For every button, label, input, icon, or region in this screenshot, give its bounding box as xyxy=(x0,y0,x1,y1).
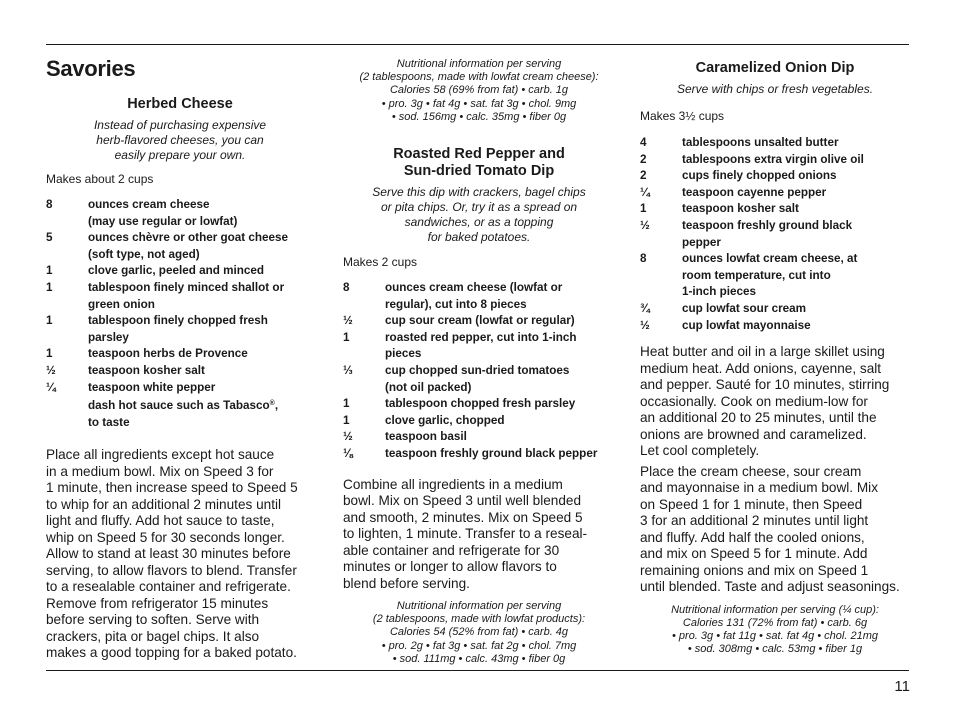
ingredient-quantity: ½ xyxy=(343,430,353,444)
ingredient-text: regular), cut into 8 pieces xyxy=(385,297,527,311)
ingredient-text: clove garlic, chopped xyxy=(385,413,505,427)
text-line: remaining onions and mix on Speed 1 xyxy=(640,562,869,578)
ingredient-description xyxy=(88,263,314,280)
ingredient-quantity: 8 xyxy=(640,252,647,266)
text-line: whip on Speed 5 for 30 seconds longer. xyxy=(46,529,285,545)
ingredient-list-caramelized-onion-dip xyxy=(640,135,910,334)
text-line: able container and refrigerate for 30 xyxy=(343,542,560,558)
text-line: bowl. Mix on Speed 3 until well blended xyxy=(343,493,582,509)
text-line: 1 minute, then increase speed to Speed 5 xyxy=(46,480,298,496)
text-line: • sod. 156mg • calc. 35mg • fiber 0g xyxy=(391,110,567,123)
column-middle xyxy=(343,58,615,666)
recipe-method-roasted-pepper-dip xyxy=(343,477,615,593)
ingredient-text: teaspoon freshly ground black xyxy=(682,218,853,232)
ingredient-description xyxy=(88,380,314,397)
ingredient-text: teaspoon basil xyxy=(385,430,467,444)
ingredient-text: (soft type, not aged) xyxy=(88,247,200,261)
ingredient-item xyxy=(640,301,910,318)
text-line: or pita chips. Or, try it as a spread on xyxy=(380,200,578,215)
text-line: 3 for an additional 2 minutes until light xyxy=(640,513,869,529)
ingredient-quantity: ⅓ xyxy=(343,363,353,377)
ingredient-text: clove garlic, peeled and minced xyxy=(88,264,265,278)
text-line: to lighten, 1 minute. Transfer to a reseal- xyxy=(343,526,588,542)
ingredient-description xyxy=(682,318,910,335)
ingredient-text: teaspoon cayenne pepper xyxy=(682,185,827,199)
ingredient-text: cup sour cream (lowfat or regular) xyxy=(385,314,575,328)
ingredient-description xyxy=(682,185,910,202)
text-line: (2 tablespoons, made with lowfat cream cheese): xyxy=(359,71,599,84)
ingredient-item xyxy=(640,251,910,301)
ingredient-text: tablespoon finely minced shallot or xyxy=(88,280,285,294)
recipe-method-herbed-cheese xyxy=(46,447,314,662)
ingredient-item xyxy=(343,330,615,363)
text-line: Nutritional information per serving xyxy=(396,58,562,70)
text-line: (2 tablespoons, made with lowfat products): xyxy=(372,613,586,626)
ingredient-description xyxy=(385,330,615,363)
ingredient-item xyxy=(343,396,615,413)
text-line: and pepper. Sauté for 10 minutes, stirring xyxy=(640,377,890,393)
ingredient-text: cup lowfat mayonnaise xyxy=(682,318,811,332)
ingredient-description xyxy=(682,135,910,152)
ingredient-text: 1-inch pieces xyxy=(682,285,757,299)
text-line: Sun-dried Tomato Dip xyxy=(403,163,555,180)
ingredient-quantity: ½ xyxy=(46,363,56,377)
text-line: herb-flavored cheeses, you can xyxy=(96,133,264,147)
text-line: and mix on Speed 5 for 1 minute. Add xyxy=(640,546,868,562)
text-line: makes a good topping for a baked potato. xyxy=(46,645,297,661)
ingredient-quantity: 2 xyxy=(640,152,647,166)
ingredient-description xyxy=(682,201,910,218)
text-line: blend before serving. xyxy=(343,575,470,591)
text-line: Place all ingredients except hot sauce xyxy=(46,447,275,463)
ingredient-description xyxy=(88,313,314,346)
ingredient-quantity: 4 xyxy=(640,136,647,149)
text-line: occasionally. Cook on medium-low for xyxy=(640,393,868,409)
text-line: and mayonnaise in a medium bowl. Mix xyxy=(640,480,879,496)
ingredient-text: tablespoons extra virgin olive oil xyxy=(682,152,864,166)
recipe-intro-herbed-cheese xyxy=(46,118,314,163)
text-line: Calories 58 (69% from fat) • carb. 1g xyxy=(389,84,569,97)
ingredient-text: teaspoon herbs de Provence xyxy=(88,347,248,361)
ingredient-description xyxy=(88,396,314,431)
text-line: to a resealable container and refrigerate. xyxy=(46,579,291,595)
page-number: 11 xyxy=(894,678,910,695)
ingredient-text: cup lowfat sour cream xyxy=(682,301,807,315)
text-line: Calories 54 (52% from fat) • carb. 4g xyxy=(389,626,569,639)
nutrition-info-roasted-pepper-dip xyxy=(343,600,615,666)
ingredient-quantity: 8 xyxy=(343,281,350,295)
ingredient-item xyxy=(343,429,615,446)
text-line: • sod. 111mg • calc. 43mg • fiber 0g xyxy=(392,652,566,665)
ingredient-list-herbed-cheese xyxy=(46,197,314,431)
ingredient-quantity: ½ xyxy=(640,218,650,232)
ingredient-text: cup chopped sun-dried tomatoes xyxy=(385,363,570,377)
ingredient-description xyxy=(682,218,910,251)
ingredient-item xyxy=(46,346,314,363)
ingredient-description xyxy=(682,301,910,318)
text-line: medium heat. Add onions, cayenne, salt xyxy=(640,360,882,376)
ingredient-quantity: 1 xyxy=(640,202,647,216)
ingredient-text: (may use regular or lowfat) xyxy=(88,214,238,228)
ingredient-quantity: 1 xyxy=(343,413,350,427)
ingredient-text: tablespoons unsalted butter xyxy=(682,136,839,149)
text-line: on Speed 1 for 1 minute, then Speed xyxy=(640,496,863,512)
text-line: • pro. 3g • fat 11g • sat. fat 4g • chol. 21mg xyxy=(672,630,878,643)
text-line: • pro. 2g • fat 3g • sat. fat 2g • chol. 7mg xyxy=(381,639,577,652)
ingredient-item xyxy=(343,313,615,330)
column-left xyxy=(46,56,314,667)
ingredient-description xyxy=(385,363,615,396)
ingredient-description xyxy=(88,197,314,230)
recipe-intro-roasted-pepper-dip xyxy=(343,185,615,245)
ingredient-item xyxy=(343,363,615,396)
ingredient-list-roasted-pepper-dip xyxy=(343,280,615,463)
text-line: Calories 131 (72% from fat) • carb. 6g xyxy=(682,616,868,629)
ingredient-text: roasted red pepper, cut into 1-inch xyxy=(385,330,577,344)
ingredient-description xyxy=(385,413,615,430)
ingredient-item xyxy=(46,230,314,263)
ingredient-description xyxy=(682,251,910,301)
ingredient-item xyxy=(640,135,910,152)
text-line: serving, to allow flavors to blend. Transfer xyxy=(46,562,297,578)
text-line: Let cool completely. xyxy=(640,443,760,459)
ingredient-text: tablespoon chopped fresh parsley xyxy=(385,397,576,411)
text-line: • sod. 308mg • calc. 53mg • fiber 1g xyxy=(687,643,863,656)
ingredient-item xyxy=(640,168,910,185)
ingredient-quantity: 5 xyxy=(46,231,53,245)
text-line: for baked potatoes. xyxy=(427,230,531,245)
ingredient-quantity: 1 xyxy=(46,280,53,294)
text-line: sandwiches, or as a topping xyxy=(404,215,554,230)
ingredient-text: pepper xyxy=(682,235,721,249)
text-line: Remove from refrigerator 15 minutes xyxy=(46,595,269,611)
ingredient-item xyxy=(343,280,615,313)
text-line: in a medium bowl. Mix on Speed 3 for xyxy=(46,463,274,479)
text-line: an additional 20 to 25 minutes, until the xyxy=(640,410,877,426)
ingredient-quantity xyxy=(46,396,88,431)
ingredient-text: dash hot sauce such as Tabasco xyxy=(88,399,270,413)
ingredient-text: room temperature, cut into xyxy=(682,268,831,282)
text-line: and fluffy. Add half the cooled onions, xyxy=(640,529,865,545)
text-line: Combine all ingredients in a medium xyxy=(343,476,563,492)
ingredient-item xyxy=(640,218,910,251)
ingredient-item xyxy=(640,185,910,202)
ingredient-text: to taste xyxy=(88,415,130,429)
ingredient-quantity: 1 xyxy=(343,397,350,411)
ingredient-quantity: 8 xyxy=(46,198,53,211)
ingredient-text: (not oil packed) xyxy=(385,380,472,394)
text-line: Roasted Red Pepper and xyxy=(393,146,565,163)
text-line: Heat butter and oil in a large skillet using xyxy=(640,344,885,360)
recipe-intro-caramelized-onion-dip xyxy=(640,82,910,97)
recipe-yield-herbed-cheese: Makes about 2 cups xyxy=(46,172,154,186)
top-rule xyxy=(46,44,909,45)
ingredient-quantity: 2 xyxy=(640,169,647,183)
text-line: and smooth, 2 minutes. Mix on Speed 5 xyxy=(343,509,583,525)
ingredient-text: ounces chèvre or other goat cheese xyxy=(88,231,289,245)
text-line: Place the cream cheese, sour cream xyxy=(640,463,862,479)
ingredient-text: teaspoon freshly ground black pepper xyxy=(385,446,598,460)
ingredient-item xyxy=(343,413,615,430)
text-line: Nutritional information per serving (¼ cup): xyxy=(671,603,879,616)
ingredient-description xyxy=(385,280,615,313)
recipe-title-caramelized-onion-dip: Caramelized Onion Dip xyxy=(695,60,855,76)
ingredient-description xyxy=(385,429,615,446)
recipe-title-herbed-cheese: Herbed Cheese xyxy=(127,96,233,112)
ingredient-item xyxy=(640,318,910,335)
text-line: Serve with chips or fresh vegetables. xyxy=(676,82,874,96)
section-title: Savories xyxy=(46,56,136,81)
ingredient-description xyxy=(385,446,615,463)
recipe-yield-caramelized-onion-dip: Makes 3½ cups xyxy=(640,109,725,123)
ingredient-item xyxy=(46,380,314,397)
ingredient-text: tablespoon finely chopped fresh xyxy=(88,314,268,328)
text-line: Nutritional information per serving xyxy=(396,600,562,613)
ingredient-text: green onion xyxy=(88,297,155,311)
ingredient-quantity: ⅛ xyxy=(343,446,353,460)
ingredient-text: ounces lowfat cream cheese, at xyxy=(682,252,858,266)
ingredient-quantity: ½ xyxy=(640,318,650,332)
text-line: before serving to soften. Serve with xyxy=(46,612,260,628)
recipe-yield-roasted-pepper-dip: Makes 2 cups xyxy=(343,255,418,270)
nutrition-info-caramelized-onion-dip xyxy=(640,604,910,657)
ingredient-item xyxy=(46,313,314,346)
ingredient-punctuation: , xyxy=(274,399,279,413)
ingredient-quantity: 1 xyxy=(343,330,350,344)
ingredient-quantity: 1 xyxy=(46,264,53,278)
ingredient-text: ounces cream cheese xyxy=(88,198,210,211)
text-line: light and fluffy. Add hot sauce to taste, xyxy=(46,513,275,529)
text-line: until blended. Taste and adjust seasonings. xyxy=(640,579,900,595)
ingredient-quantity: ¼ xyxy=(640,185,650,199)
ingredient-text: teaspoon kosher salt xyxy=(88,363,205,377)
ingredient-text: teaspoon kosher salt xyxy=(682,202,799,216)
ingredient-description xyxy=(88,280,314,313)
text-line: minutes or longer to allow flavors to xyxy=(343,559,557,575)
ingredient-item xyxy=(46,396,314,431)
ingredient-description xyxy=(88,346,314,363)
text-line: easily prepare your own. xyxy=(114,148,246,162)
ingredient-quantity: ½ xyxy=(343,314,353,328)
ingredient-text: pieces xyxy=(385,347,422,361)
ingredient-quantity: 1 xyxy=(46,347,53,361)
recipe-method-caramelized-onion-dip-step1 xyxy=(640,344,910,460)
column-right xyxy=(640,60,910,656)
text-line: Serve this dip with crackers, bagel chips xyxy=(372,185,586,200)
text-line: crackers, pita or bagel chips. It also xyxy=(46,628,260,644)
ingredient-item xyxy=(46,263,314,280)
ingredient-text: parsley xyxy=(88,330,129,344)
text-line: onions are browned and caramelized. xyxy=(640,426,867,442)
recipe-title-roasted-pepper-dip xyxy=(343,146,615,180)
ingredient-description xyxy=(682,168,910,185)
ingredient-description xyxy=(385,313,615,330)
text-line: Allow to stand at least 30 minutes before xyxy=(46,546,291,562)
ingredient-quantity: ¼ xyxy=(46,380,56,394)
ingredient-description xyxy=(682,152,910,169)
ingredient-item xyxy=(343,446,615,463)
ingredient-quantity: 1 xyxy=(46,314,53,328)
text-line: • pro. 3g • fat 4g • sat. fat 3g • chol. 9mg xyxy=(381,97,577,110)
ingredient-item xyxy=(640,201,910,218)
ingredient-text: teaspoon white pepper xyxy=(88,380,216,394)
ingredient-description xyxy=(88,230,314,263)
ingredient-text: cups finely chopped onions xyxy=(682,169,837,183)
bottom-rule xyxy=(46,670,909,671)
ingredient-description xyxy=(385,396,615,413)
ingredient-description xyxy=(88,363,314,380)
ingredient-text: ounces cream cheese (lowfat or xyxy=(385,281,563,295)
ingredient-item xyxy=(46,280,314,313)
registered-trademark-mark: ® xyxy=(269,400,275,408)
ingredient-item xyxy=(640,152,910,169)
recipe-method-caramelized-onion-dip-step2 xyxy=(640,464,910,596)
ingredient-item xyxy=(46,197,314,230)
nutrition-info-herbed-cheese xyxy=(343,58,615,124)
ingredient-quantity: ¾ xyxy=(640,301,650,315)
text-line: to whip for an additional 2 minutes until xyxy=(46,496,282,512)
ingredient-item xyxy=(46,363,314,380)
text-line: Instead of purchasing expensive xyxy=(93,118,267,132)
